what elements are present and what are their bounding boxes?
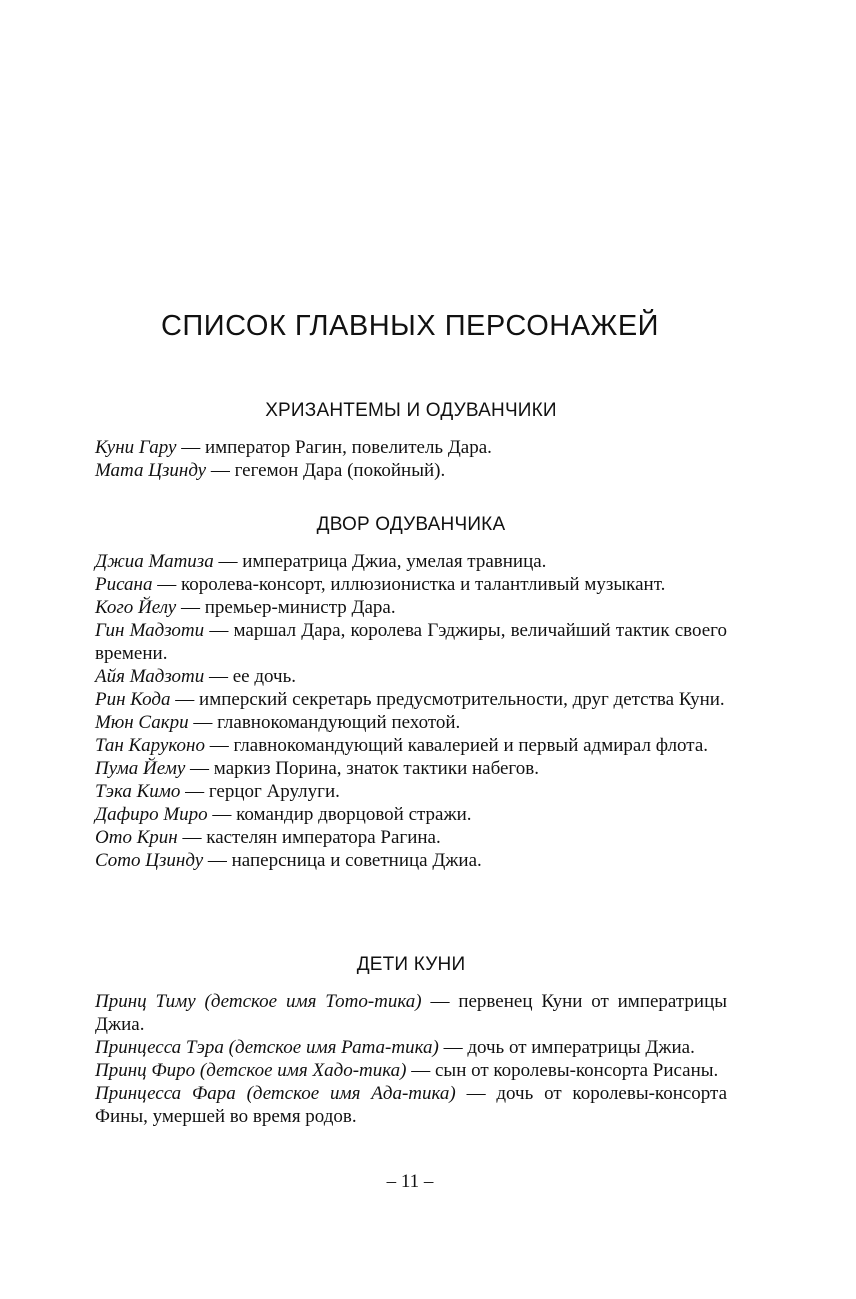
character-name: Куни Гару [95,437,177,458]
dash: — [218,551,238,572]
section-heading: ДВОР ОДУВАНЧИКА [316,514,506,535]
character-description: маркиз Порина, знаток тактики набегов. [213,758,539,779]
character-name: Принцесса Фара (детское имя Ада-тика) [95,1083,456,1104]
character-description: королева-консорт, иллюзионистка и талантливый музыкант. [180,574,666,595]
section-chrysanthemums-and-dandelions [95,398,727,482]
dash: — [182,827,202,848]
character-name: Рисана [95,574,153,595]
character-description: герцог Арулуги. [208,781,340,802]
character-name: Дафиро Миро [95,804,208,825]
dash: — [466,1083,486,1104]
character-entry [95,550,727,573]
character-name: Тэка Кимо [95,781,181,802]
character-entry [95,436,727,459]
dash: — [185,781,205,802]
character-entry [95,780,727,803]
character-description: императрица Джиа, умелая травница. [242,551,547,572]
character-description: кастелян императора Рагина. [206,827,441,848]
character-description: первенец Куни от императрицы Джиа. [95,991,728,1035]
dash: — [207,850,227,871]
character-entry [95,711,727,734]
character-description: наперсница и советница Джиа. [231,850,482,871]
dash: — [430,991,450,1012]
character-description: дочь от королевы-консорта Фины, умершей во время родов. [95,1083,728,1127]
character-entry [95,573,727,596]
character-name: Пума Йему [95,758,186,779]
character-description: маршал Дара, королева Гэджиры, величайший тактик своего времени. [95,620,728,664]
dash: — [181,437,201,458]
character-description: главнокомандующий пехотой. [217,712,461,733]
character-entry [95,826,727,849]
character-name: Кого Йелу [95,597,177,618]
dash: — [209,735,229,756]
character-entry [95,849,727,872]
character-entry [95,459,727,482]
character-description: главнокомандующий кавалерией и первый адмирал флота. [233,735,709,756]
page-title: СПИСОК ГЛАВНЫХ ПЕРСОНАЖЕЙ [160,310,660,342]
character-description: ее дочь. [232,666,297,687]
character-name: Гин Мадзоти [95,620,205,641]
dash: — [175,689,195,710]
character-description: император Рагин, повелитель Дара. [204,437,492,458]
character-name: Джиа Матиза [95,551,214,572]
character-name: Принц Фиро (детское имя Хадо-тика) [95,1060,407,1081]
dash: — [180,597,200,618]
character-entry [95,757,727,780]
character-name: Мата Цзинду [95,460,207,481]
character-description: гегемон Дара (покойный). [234,460,446,481]
character-entry [95,596,727,619]
character-name: Тан Каруконо [95,735,205,756]
section-kuni-children [95,952,727,1128]
character-description: имперский секретарь предусмотрительности, друг детства Куни. [199,689,725,710]
character-name: Рин Кода [95,689,171,710]
dash: — [193,712,213,733]
character-entry [95,688,727,711]
dash: — [210,460,230,481]
character-name: Сото Цзинду [95,850,204,871]
dash: — [190,758,210,779]
section-heading: ХРИЗАНТЕМЫ И ОДУВАНЧИКИ [265,400,557,421]
dash: — [411,1060,431,1081]
character-entry [95,803,727,826]
section-dandelion-court [95,512,727,872]
character-description: премьер-министр Дара. [204,597,396,618]
character-description: командир дворцовой стражи. [236,804,472,825]
page-number: – 11 – [386,1171,434,1192]
character-name: Принцесса Тэра (детское имя Рата-тика) [95,1037,439,1058]
character-entry [95,734,727,757]
dash: — [209,620,229,641]
character-description: сын от королевы-консорта Рисаны. [435,1060,719,1081]
character-name: Мюн Сакри [95,712,189,733]
character-name: Принц Тиму (детское имя Тото-тика) [95,991,422,1012]
character-entry [95,1036,727,1059]
character-entry [95,619,727,665]
section-heading: ДЕТИ КУНИ [356,954,466,975]
character-entry [95,665,727,688]
dash: — [212,804,232,825]
character-name: Айя Мадзоти [95,666,205,687]
dash: — [209,666,228,687]
character-entry [95,1082,727,1128]
dash: — [443,1037,463,1058]
character-entry [95,1059,727,1082]
character-description: дочь от императрицы Джиа. [467,1037,695,1058]
dash: — [157,574,177,595]
character-entry [95,990,727,1036]
character-name: Ото Крин [95,827,178,848]
